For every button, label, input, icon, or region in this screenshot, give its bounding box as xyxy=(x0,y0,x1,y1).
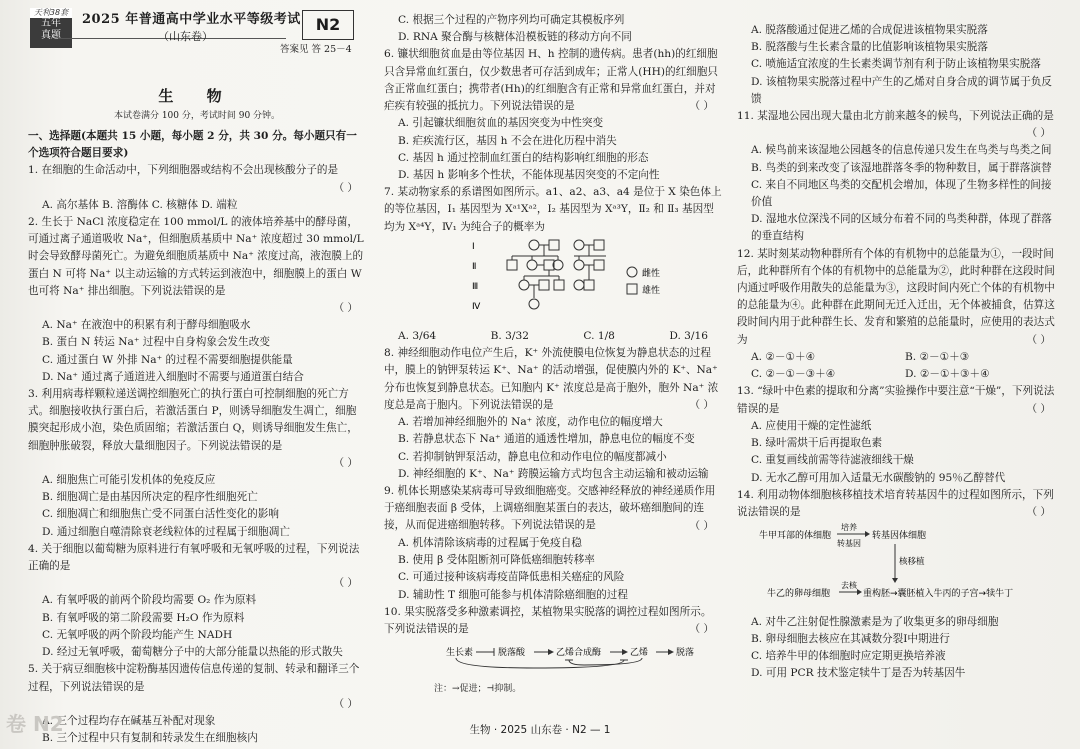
question-12 xyxy=(737,246,1059,384)
flow-legend: 注：→促进；⊣抑制。 xyxy=(434,683,522,694)
option-a: A. 对牛乙注射促性腺激素是为了收集更多的卵母细胞 xyxy=(751,615,999,628)
male-symbol xyxy=(594,260,604,270)
abscission-flow-diagram xyxy=(384,638,722,678)
answer-blank: （ ） xyxy=(333,577,358,590)
answer-blank: （ ） xyxy=(1026,333,1051,346)
q10-option-b: B. 脱落酸与生长素含量的比值影响该植物果实脱落 xyxy=(751,41,988,54)
answer-blank: （ ） xyxy=(689,519,714,532)
option-c: C. 重复画线前需等待滤液细线干燥 xyxy=(751,454,914,467)
exam-title: 2025 年普通高中学业水平等级考试 xyxy=(82,12,301,27)
exam-subtitle: （山东卷） xyxy=(158,30,213,43)
option-d: D. 无水乙醇可用加入适量无水碳酸钠的 95％乙醇替代 xyxy=(751,471,1006,484)
option-d: D. Na⁺ 通过离子通道进入细胞时不需要与通道蛋白结合 xyxy=(42,370,304,383)
female-symbol xyxy=(529,299,539,309)
option-d: D. 神经细胞的 K⁺、Na⁺ 跨膜运输方式均包含主动运输和被动运输 xyxy=(398,467,709,480)
option-d: D. 辅助性 T 细胞可能参与机体清除癌细胞的过程 xyxy=(398,588,628,601)
option-a: A. 细胞焦亡可能引发机体的免疫反应 xyxy=(42,474,216,487)
q10-option-a: A. 脱落酸通过促进乙烯的合成促进该植物果实脱落 xyxy=(751,24,988,36)
answer-blank: （ ） xyxy=(333,697,358,710)
option-a: A. ②－①＋④ xyxy=(751,351,816,364)
diagram-reconstructed-embryo: 重构胚→囊胚植入牛丙的子宫→犊牛丁 xyxy=(863,588,1014,599)
option-c: C. 若抑制钠钾泵活动，静息电位和动作电位的幅度都减小 xyxy=(398,450,667,463)
question-stem: 12. 某时刻某动物种群所有个体的有机物中的总能量为①，一段时间后，此种群所有个体的有机物中的总能量为②，此时种群在这段时间内通过呼吸作用散失的总能量为③，这段时间内死亡个体的有机物中的总能量为④。此种群在此期间无迁入迁出，无个体被捕食，估算这段时间内用于此种群生长、发育和繁殖的总能量时，应使用的表达式为 xyxy=(737,247,1055,346)
option-a: A. 三个过程均存在碱基互补配对现象 xyxy=(42,714,216,727)
diagram-somatic-cell: 牛甲耳部的体细胞 xyxy=(759,530,832,541)
option-d: D. 基因 h 影响多个性状，不能体现基因突变的不定向性 xyxy=(398,169,660,182)
male-symbol xyxy=(594,240,604,250)
female-symbol xyxy=(574,260,584,270)
question-4 xyxy=(28,541,366,661)
pedigree-diagram xyxy=(384,236,722,322)
option-c: C. 培养牛甲的体细胞时应定期更换培养液 xyxy=(751,650,946,663)
section-heading: 一、选择题(本题共 15 小题，每小题 2 分，共 30 分。每小题只有一个选项符合题目要求) xyxy=(28,130,357,160)
question-stem: 11. 某湿地公园出现大量由北方前来越冬的候鸟，下列说法正确的是 xyxy=(737,110,1054,123)
option-b: B. 三个过程中只有复制和转录发生在细胞核内 xyxy=(42,732,258,745)
question-6 xyxy=(384,46,722,184)
flow-node-ethylene: 乙烯 xyxy=(630,648,649,659)
question-stem: 7. 某动物家系的系谱图如图所示。a1、a2、a3、a4 是位于 X 染色体上的等位基因，Ⅰ₁ 基因型为 Xᵃ¹Xᵃ²，Ⅰ₂ 基因型为 Xᵃ³Y，Ⅱ₂ 和 Ⅱ₃ 基因型均为 Xᵃ⁴Y，Ⅳ₁ 为纯合子的概率为 xyxy=(384,186,722,233)
question-stem: 8. 神经细胞动作电位产生后，K⁺ 外流使膜电位恢复为静息状态的过程中，膜上的钠钾泵转运 K⁺、Na⁺ 的活动增强，促使膜内外的 K⁺、Na⁺ 分布也恢复到静息状态。已知胞内 K⁺ 浓度总是高于胞外，胞外 Na⁺ 浓度总是高于胞内。下列说法错误的是 xyxy=(384,347,719,411)
gen-label-2: Ⅱ xyxy=(472,261,477,272)
option-c: C. 基因 h 通过控制血红蛋白的结构影响红细胞的形态 xyxy=(398,151,649,164)
diagram-oocyte: 牛乙的卵母细胞 xyxy=(767,588,831,599)
option-row: A. 高尔基体 B. 溶酶体 C. 核糖体 D. 端粒 xyxy=(42,198,238,211)
brand-logo xyxy=(30,8,72,48)
answer-blank: （ ） xyxy=(689,623,714,636)
question-stem: 14. 利用动物体细胞核移植技术培育转基因牛的过程如图所示，下列说法错误的是 xyxy=(737,488,1054,519)
question-14 xyxy=(737,487,1059,683)
paper-code: N2 xyxy=(302,10,354,40)
watermark: 卷 N2 xyxy=(6,712,64,736)
legend-male-label: 雄性 xyxy=(642,285,661,296)
legend-female-symbol xyxy=(627,267,637,277)
flow-node-aba: 脱落酸 xyxy=(498,648,526,659)
female-symbol xyxy=(574,280,584,290)
option-c: C. 1/8 xyxy=(583,330,615,343)
column-2 xyxy=(384,12,722,698)
option-b: B. 蛋白 N 转运 Na⁺ 过程中自身构象会发生改变 xyxy=(42,336,270,349)
q10-option-d: D. 该植物果实脱落过程中产生的乙烯对自身合成的调节属于负反馈 xyxy=(751,75,1052,105)
option-b: B. 若静息状态下 Na⁺ 通道的通透性增加，静息电位的幅度不变 xyxy=(398,433,695,446)
option-a: A. 3/64 xyxy=(398,330,437,343)
diagram-culture-label: 培养 xyxy=(841,522,857,532)
option-c: C. ②－①－③＋④ xyxy=(751,368,836,381)
column-3 xyxy=(737,22,1059,683)
question-10 xyxy=(384,604,722,698)
flow-node-abscission: 脱落 xyxy=(676,648,695,659)
diagram-nuclear-transfer: 核移植 xyxy=(899,556,925,567)
option-c: C. 细胞凋亡和细胞焦亡受不同蛋白活性变化的影响 xyxy=(42,508,279,521)
question-stem: 9. 机体长期感染某病毒可导致细胞癌变。交感神经释放的神经递质作用于癌细胞表面 β 受体，上调癌细胞某蛋白的表达，破坏癌细胞间的连接，从而促进癌细胞转移。下列说法错误的是 xyxy=(384,485,716,532)
option-a: A. 候鸟前来该湿地公园越冬的信息传递只发生在鸟类与鸟类之间 xyxy=(751,144,1052,157)
option-d: D. 3/16 xyxy=(669,330,708,343)
logo-line-2: 真题 xyxy=(41,30,61,41)
option-b: B. 鸟类的到来改变了该湿地群落冬季的物种数目，属于群落演替 xyxy=(751,161,1052,174)
question-stem: 5. 关于病豆细胞核中淀粉酶基因遗传信息传递的复制、转录和翻译三个过程，下列说法错误的是 xyxy=(28,663,360,693)
option-b: B. 细胞凋亡是由基因所决定的程序性细胞死亡 xyxy=(42,491,258,504)
option-b: B. 有氧呼吸的第二阶段需要 H₂O 作为原料 xyxy=(42,611,245,624)
question-stem: 13. “绿叶中色素的提取和分离”实验操作中要注意“干燥”，下列说法错误的是 xyxy=(737,385,1055,415)
question-1 xyxy=(28,162,366,214)
answer-blank: （ ） xyxy=(1026,402,1051,415)
q10-option-c: C. 喷施适宜浓度的生长素类调节剂有利于防止该植物果实脱落 xyxy=(751,58,1041,71)
option-c: C. 可通过接种该病毒疫苗降低患相关癌症的风险 xyxy=(398,571,625,584)
answer-blank: （ ） xyxy=(689,100,714,113)
option-b: B. 3/32 xyxy=(490,330,529,343)
option-d: D. ②－①＋③＋④ xyxy=(905,368,990,381)
transgenic-cattle-diagram xyxy=(737,522,1059,608)
question-7 xyxy=(384,184,722,345)
logo-line-1: 五年 xyxy=(41,18,61,29)
question-8 xyxy=(384,345,722,483)
answer-blank: （ ） xyxy=(333,181,358,194)
question-3 xyxy=(28,386,366,541)
gen-label-4: Ⅳ xyxy=(472,301,481,312)
flow-node-ethylene-synthase: 乙烯合成酶 xyxy=(556,648,602,659)
q5-option-c: C. 根据三个过程的产物序列均可确定其模板序列 xyxy=(398,14,625,26)
option-d: D. 通过细胞自噬清除衰老线粒体的过程属于细胞凋亡 xyxy=(42,525,290,538)
option-a: A. 若增加神经细胞外的 Na⁺ 浓度，动作电位的幅度增大 xyxy=(398,416,663,429)
male-symbol xyxy=(549,240,559,250)
gen-label-3: Ⅲ xyxy=(472,281,479,292)
answer-reference: 答案见 答 25－4 xyxy=(280,44,352,55)
female-symbol xyxy=(529,240,539,250)
question-stem: 2. 生长于 NaCl 浓度稳定在 100 mmol/L 的液体培养基中的酵母菌，可通过离子通道吸收 Na⁺，但细胞质基质中 Na⁺ 浓度超过 30 mmol/L 时会导致酵母菌死亡。为避免细胞质基质中 Na⁺ 浓度过高，液泡膜上的蛋白 N 可将 Na⁺ 以主动运输的方式转运到液泡中，细胞膜上的蛋白 W 也可将 Na⁺ 排出细胞。下列说法错误的是 xyxy=(28,216,364,297)
question-stem: 3. 利用病毒样颗粒递送调控细胞死亡的执行蛋白可控制细胞的死亡方式。细胞接收执行蛋白后，若激活蛋白 P，则诱导细胞发生凋亡，细胞膜突起形成小泡，染色质固缩；若激活蛋白 Q，则诱导细胞发生焦亡，细胞肿胀破裂，释放大量细胞因子。下列说法错误的是 xyxy=(28,388,358,452)
answer-blank: （ ） xyxy=(333,456,358,469)
female-symbol xyxy=(519,280,529,290)
option-d: D. 湿地水位深浅不同的区域分布着不同的鸟类种群，体现了群落的垂直结构 xyxy=(751,213,1052,243)
option-d: D. 经过无氧呼吸，葡萄糖分子中的大部分能量以热能的形式散失 xyxy=(42,646,343,659)
options-row xyxy=(384,328,722,345)
exam-header xyxy=(30,4,366,55)
flow-node-auxin: 生长素 xyxy=(446,648,474,659)
diagram-transgene-label: 转基因 xyxy=(837,538,861,548)
option-a: A. Na⁺ 在液泡中的积累有利于酵母细胞吸水 xyxy=(42,319,251,332)
option-c: C. 通过蛋白 W 外排 Na⁺ 的过程不需要细胞提供能量 xyxy=(42,353,293,366)
page-footer: 生物 · 2025 山东卷 · N2 — 1 xyxy=(469,724,611,736)
option-d: D. 可用 PCR 技术鉴定犊牛丁是否为转基因牛 xyxy=(751,667,966,680)
question-13 xyxy=(737,383,1059,486)
question-stem: 1. 在细胞的生命活动中，下列细胞器或结构不会出现核酸分子的是 xyxy=(28,164,339,177)
option-b: B. ②－①＋③ xyxy=(905,351,970,364)
question-stem: 6. 镰状细胞贫血是由等位基因 H、h 控制的遗传病。患者(hh)的红细胞只含异常血红蛋白，仅少数患者可存活到成年；正常人(HH)的红细胞只含正常血红蛋白；携带者(Hh)的红细胞含有正常和异常血红蛋白，并对疟疾有较强的抵抗力。下列说法错误的是 xyxy=(384,48,718,113)
answer-blank: （ ） xyxy=(689,399,714,412)
answer-blank: （ ） xyxy=(1026,127,1051,140)
subject-title: 生 物 xyxy=(158,87,236,105)
legend-male-symbol xyxy=(627,284,637,294)
male-symbol xyxy=(554,280,564,290)
option-b: B. 使用 β 受体阻断剂可降低癌细胞转移率 xyxy=(398,554,595,567)
male-symbol xyxy=(584,280,594,290)
diagram-transgenic-cell: 转基因体细胞 xyxy=(872,530,927,541)
option-c: C. 无氧呼吸的两个阶段均能产生 NADH xyxy=(42,628,233,641)
question-stem: 4. 关于细胞以葡萄糖为原料进行有氧呼吸和无氧呼吸的过程，下列说法正确的是 xyxy=(28,542,360,573)
option-a: A. 有氧呼吸的前两个阶段均需要 O₂ 作为原料 xyxy=(42,594,257,607)
answer-blank: （ ） xyxy=(1026,506,1051,519)
option-a: A. 应使用干燥的定性滤纸 xyxy=(751,420,872,433)
option-a: A. 引起镰状细胞贫血的基因突变为中性突变 xyxy=(398,117,604,130)
q5-option-d: D. RNA 聚合酶与核糖体沿模板链的移动方向不同 xyxy=(398,31,632,44)
option-b: B. 疟疾流行区，基因 h 不会在进化历程中消失 xyxy=(398,134,617,147)
question-9 xyxy=(384,483,722,604)
female-symbol xyxy=(574,240,584,250)
question-11 xyxy=(737,108,1059,246)
option-b: B. 卵母细胞去核应在其减数分裂Ⅰ中期进行 xyxy=(751,632,950,645)
question-2 xyxy=(28,214,366,386)
answer-blank: （ ） xyxy=(333,302,358,315)
diagram-enucleation-label: 去核 xyxy=(841,580,857,590)
option-c: C. 来自不同地区鸟类的交配机会增加，体现了生物多样性的间接价值 xyxy=(751,178,1052,209)
legend-female-label: 雌性 xyxy=(642,268,661,279)
options-grid xyxy=(737,349,1059,383)
exam-note: 本试卷满分 100 分，考试时间 90 分钟。 xyxy=(113,111,281,121)
gen-label-1: Ⅰ xyxy=(472,241,475,252)
question-stem: 10. 果实脱落受多种激素调控，某植物果实脱落的调控过程如图所示。下列说法错误的是 xyxy=(384,605,712,635)
logo-top-text: 天利38套 xyxy=(30,8,72,18)
male-symbol xyxy=(539,280,549,290)
option-a: A. 机体清除该病毒的过程属于免疫自稳 xyxy=(398,536,582,549)
male-symbol xyxy=(507,260,517,270)
female-symbol xyxy=(527,260,537,270)
option-b: B. 绿叶需烘干后再提取色素 xyxy=(751,437,883,450)
column-1-body xyxy=(28,128,366,747)
